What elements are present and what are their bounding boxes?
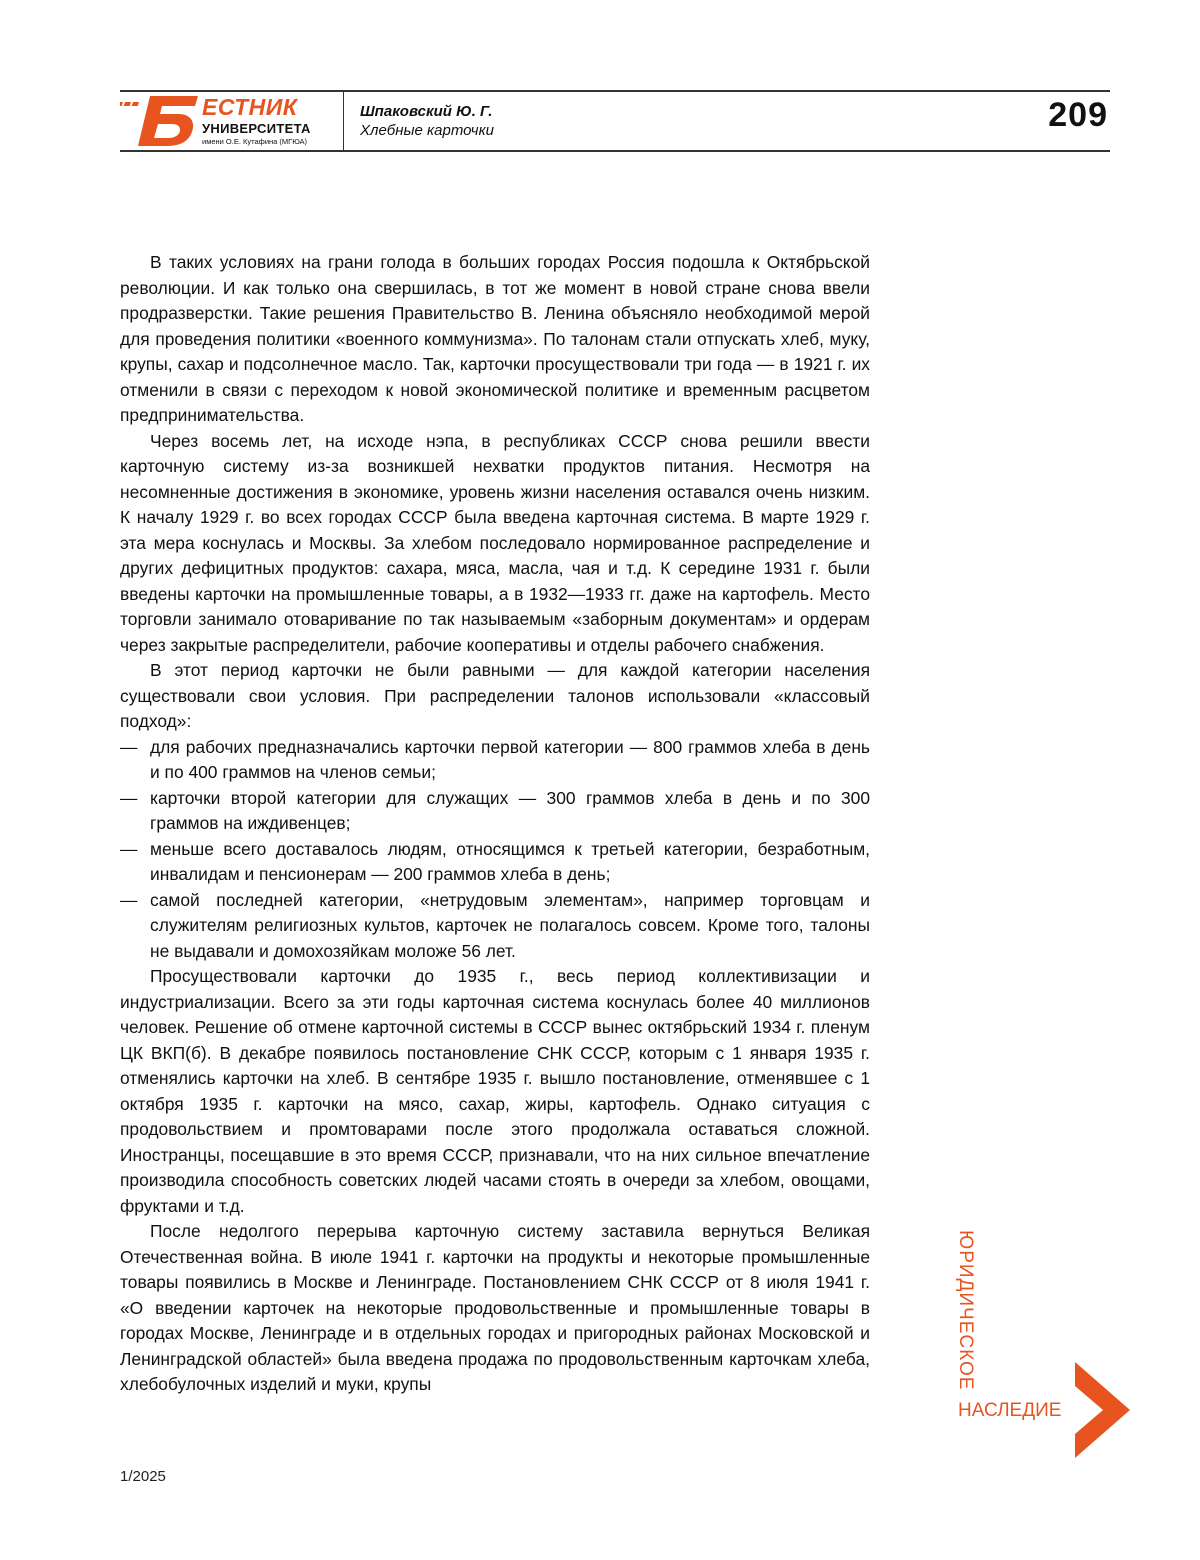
list-item-text: карточки второй категории для служащих — 300 граммов хлеба в день и по 300 граммов на иждивенцев; (150, 788, 870, 834)
logo-subtitle: УНИВЕРСИТЕТА (202, 121, 311, 136)
journal-logo (120, 94, 335, 148)
paragraph: В таких условиях на грани голода в больших городах Россия подошла к Октябрьской революции. И как только она свершилась, в тот же момент в новой стране снова ввели продразверстки. Такие решения Правительство В. Ленина объясняло необходимой мерой для проведения политики «военного коммунизма». По талонам стали отпускать хлеб, муку, крупы, сахар и подсолнечное масло. Так, карточки просуществовали три года — в 1921 г. их отменили в связи с переходом к новой экономической политике и временным расцветом предпринимательства. (120, 250, 870, 429)
rubric-horizontal-label: НАСЛЕДИЕ (958, 1400, 1061, 1422)
article-body (120, 250, 870, 1398)
paragraph: Просуществовали карточки до 1935 г., весь период коллективизации и индустриализации. Всего за эти годы карточная система коснулась более 40 миллионов человек. Решение об отмене карточной системы в СССР вынес октябрьский 1934 г. пленум ЦК ВКП(б). В декабре появилось постановление СНК СССР, которым с 1 января 1935 г. отменялись карточки на хлеб. В сентябре 1935 г. вышло постановление, отменявшее с 1 октября 1935 г. карточки на мясо, сахар, жиры, картофель. Однако ситуация с продовольствием и промтоварами после этого продолжала оставаться сложной. Иностранцы, посещавшие в это время СССР, признавали, что на них сильное впечатление производила способность советских людей часами стоять в очереди за хлебом, овощами, фруктами и т.д. (120, 964, 870, 1219)
rubric-arrow-icon (1075, 1362, 1130, 1458)
list-dash: — (120, 888, 137, 914)
page-number: 209 (1048, 96, 1108, 135)
list-dash: — (120, 735, 137, 761)
article-title: Хлебные карточки (360, 122, 494, 139)
list-dash: — (120, 786, 137, 812)
logo-b-letter-icon (120, 94, 200, 148)
header-rule-top (120, 90, 1110, 92)
list-item-text: меньше всего доставалось людям, относящимся к третьей категории, безработным, инвалидам и пенсионерам — 200 граммов хлеба в день; (150, 839, 870, 885)
logo-university-name: имени О.Е. Кутафина (МГЮА) (202, 137, 307, 146)
rubric-vertical-label: ЮРИДИЧЕСКОЕ (954, 1230, 976, 1390)
list-item-text: самой последней категории, «нетрудовым элементам», например торговцам и служителям религиозных культов, карточек не полагалось совсем. Кроме того, талоны не выдавали и домохозяйкам моложе 56 лет. (150, 890, 870, 961)
issue-number: 1/2025 (120, 1468, 166, 1485)
list-item (120, 837, 870, 888)
header-rule-bottom (120, 150, 1110, 152)
paragraph: Через восемь лет, на исходе нэпа, в республиках СССР снова решили ввести карточную систему из-за возникшей нехватки продуктов питания. Несмотря на несомненные достижения в экономике, уровень жизни населения оставался очень низким. К началу 1929 г. во всех городах СССР была введена карточная система. В марте 1929 г. эта мера коснулась и Москвы. За хлебом последовало нормированное распределение и других дефицитных продуктов: сахара, мяса, масла, чая и т.д. К середине 1931 г. были введены карточки на промышленные товары, а в 1932—1933 гг. даже на картофель. Место торговли занимало отоваривание по так называемым «заборным документам» и ордерам через закрытые распределители, рабочие кооперативы и отделы рабочего снабжения. (120, 429, 870, 659)
category-list (120, 735, 870, 965)
article-author: Шпаковский Ю. Г. (360, 103, 492, 120)
header-divider (343, 92, 344, 150)
list-dash: — (120, 837, 137, 863)
paragraph: В этот период карточки не были равными — для каждой категории населения существовали свои условия. При распределении талонов использовали «классовый подход»: (120, 658, 870, 735)
list-item-text: для рабочих предназначались карточки первой категории — 800 граммов хлеба в день и по 400 граммов на членов семьи; (150, 737, 870, 783)
paragraph: После недолгого перерыва карточную систему заставила вернуться Великая Отечественная война. В июле 1941 г. карточки на продукты и некоторые промышленные товары появились в Москве и Ленинграде. Постановлением СНК СССР от 8 июля 1941 г. «О введении карточек на некоторые продовольственные и промышленные товары в городах Москве, Ленинграде и в отдельных городах и пригородных районах Московской и Ленинградской областей» была введена продажа по продовольственным карточкам хлеба, хлебобулочных изделий и муки, крупы (120, 1219, 870, 1398)
logo-title: ЕСТНИК (202, 94, 297, 121)
list-item (120, 735, 870, 786)
list-item (120, 786, 870, 837)
list-item (120, 888, 870, 965)
